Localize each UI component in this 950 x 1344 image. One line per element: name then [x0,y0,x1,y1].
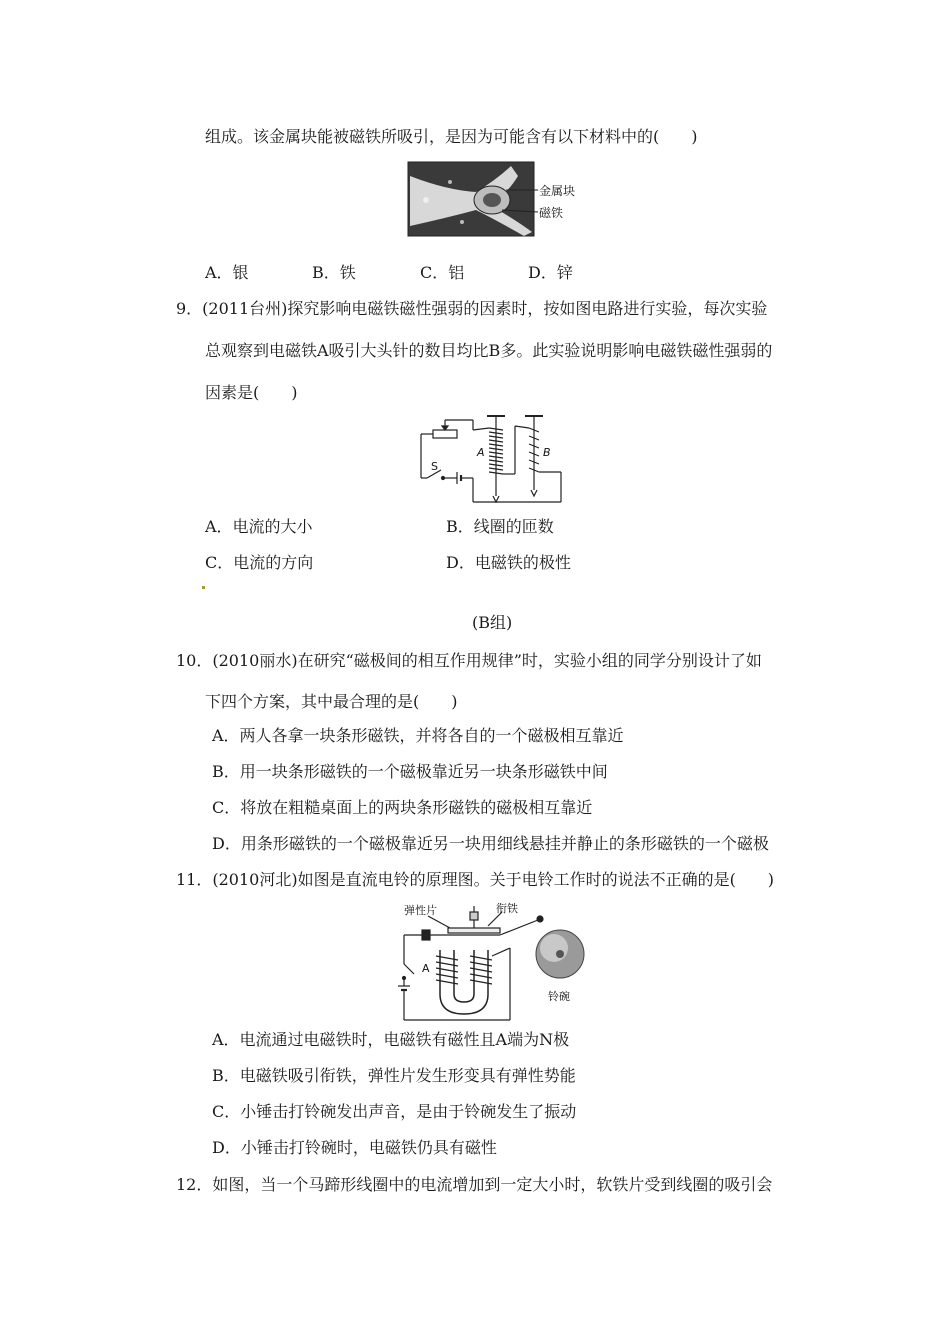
q10-option-b: B．用一块条形磁铁的一个磁极靠近另一块条形磁铁中间 [212,762,608,781]
q11-label-a: A [422,962,430,975]
q11-option-d: D．小锤击打铃碗时，电磁铁仍具有磁性 [212,1138,497,1157]
q11-label-armature: 衔铁 [496,902,518,915]
q8-label-metal: 金属块 [539,184,576,198]
q11-option-c: C．小锤击打铃碗发出声音，是由于铃碗发生了振动 [212,1102,577,1121]
q10-option-d: D．用条形磁铁的一个磁极靠近另一块用细线悬挂并静止的条形磁铁的一个磁极 [212,834,769,853]
q9-line-1: 9．(2011台州)探究影响电磁铁磁性强弱的因素时，按如图电路进行实验，每次实验 [176,299,768,318]
q8-stem-tail: 组成。该金属块能被磁铁所吸引，是因为可能含有以下材料中的( ) [205,127,698,146]
q10-option-a: A．两人各拿一块条形磁铁，并将各自的一个磁极相互靠近 [212,726,624,745]
q8-label-magnet: 磁铁 [539,206,564,220]
q10-option-c: C．将放在粗糙桌面上的两块条形磁铁的磁极相互靠近 [212,798,593,817]
q9-line-3: 因素是( ) [205,383,298,402]
q9-option-a: A．电流的大小 [205,517,313,536]
q9-option-b: B．线圈的匝数 [446,517,554,536]
q8-option-d: D．锌 [528,263,573,282]
stray-mark [202,586,205,589]
q12-line-1: 12．如图，当一个马蹄形线圈中的电流增加到一定大小时，软铁片受到线圈的吸引会 [176,1175,773,1194]
q8-option-b: B．铁 [312,263,356,282]
q10-line-1: 10．(2010丽水)在研究“磁极间的相互作用规律”时，实验小组的同学分别设计了如 [176,651,762,670]
q8-option-c: C．铝 [420,263,465,282]
q9-option-c: C．电流的方向 [205,553,314,572]
q9-line-2: 总观察到电磁铁A吸引大头针的数目均比B多。此实验说明影响电磁铁磁性强弱的 [205,341,773,360]
q8-figure [406,160,586,238]
q10-line-2: 下四个方案，其中最合理的是( ) [205,692,458,711]
q8-option-a: A．银 [205,263,249,282]
q9-option-d: D．电磁铁的极性 [446,553,571,572]
q11-option-b: B．电磁铁吸引衔铁，弹性片发生形变具有弹性势能 [212,1066,576,1085]
q11-label-bowl: 铃碗 [548,990,570,1003]
q11-option-a: A．电流通过电磁铁时，电磁铁有磁性且A端为N极 [212,1030,570,1049]
q9-label-b: B [543,446,551,459]
q9-circuit-figure [415,412,565,508]
q11-line-1: 11．(2010河北)如图是直流电铃的原理图。关于电铃工作时的说法不正确的是( ) [176,870,775,889]
q9-label-s: S [431,460,438,473]
q9-label-a: A [477,446,485,459]
q11-bell-figure [392,898,592,1024]
section-heading: (B组) [472,613,513,632]
q11-label-spring: 弹性片 [404,904,437,917]
